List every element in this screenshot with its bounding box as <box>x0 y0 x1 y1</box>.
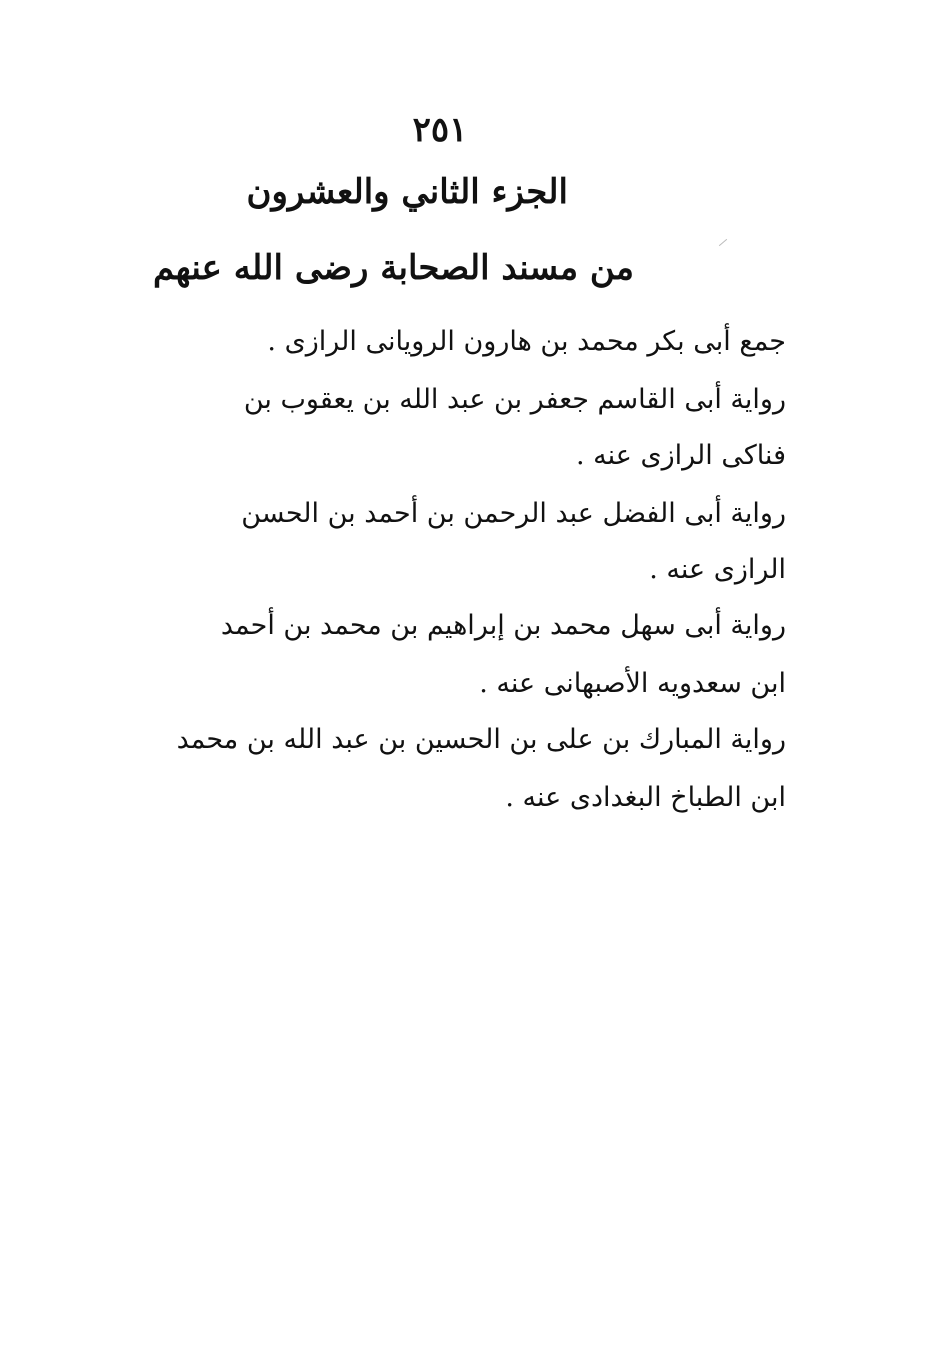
text-line: رواية المبارك بن على بن الحسين بن عبد الله بن محمد <box>176 724 786 755</box>
page-number: ٢٥١ <box>412 110 468 150</box>
text-line: ابن الطباخ البغدادى عنه . <box>505 782 786 813</box>
part-title: الجزء الثاني والعشرون <box>246 172 568 212</box>
text-line: رواية أبى القاسم جعفر بن عبد الله بن يعقوب بن <box>243 384 786 415</box>
text-line: رواية أبى الفضل عبد الرحمن بن أحمد بن الحسن <box>241 498 786 529</box>
text-line: رواية أبى سهل محمد بن إبراهيم بن محمد بن أحمد <box>220 610 786 641</box>
text-line: جمع أبى بكر محمد بن هارون الرويانى الرازى . <box>267 326 786 357</box>
stray-mark <box>719 239 727 246</box>
text-line: ابن سعدويه الأصبهانى عنه . <box>479 668 786 699</box>
section-title: من مسند الصحابة رضى الله عنهم <box>153 248 634 288</box>
text-line: الرازى عنه . <box>649 554 786 585</box>
text-line: فناكى الرازى عنه . <box>575 440 786 471</box>
